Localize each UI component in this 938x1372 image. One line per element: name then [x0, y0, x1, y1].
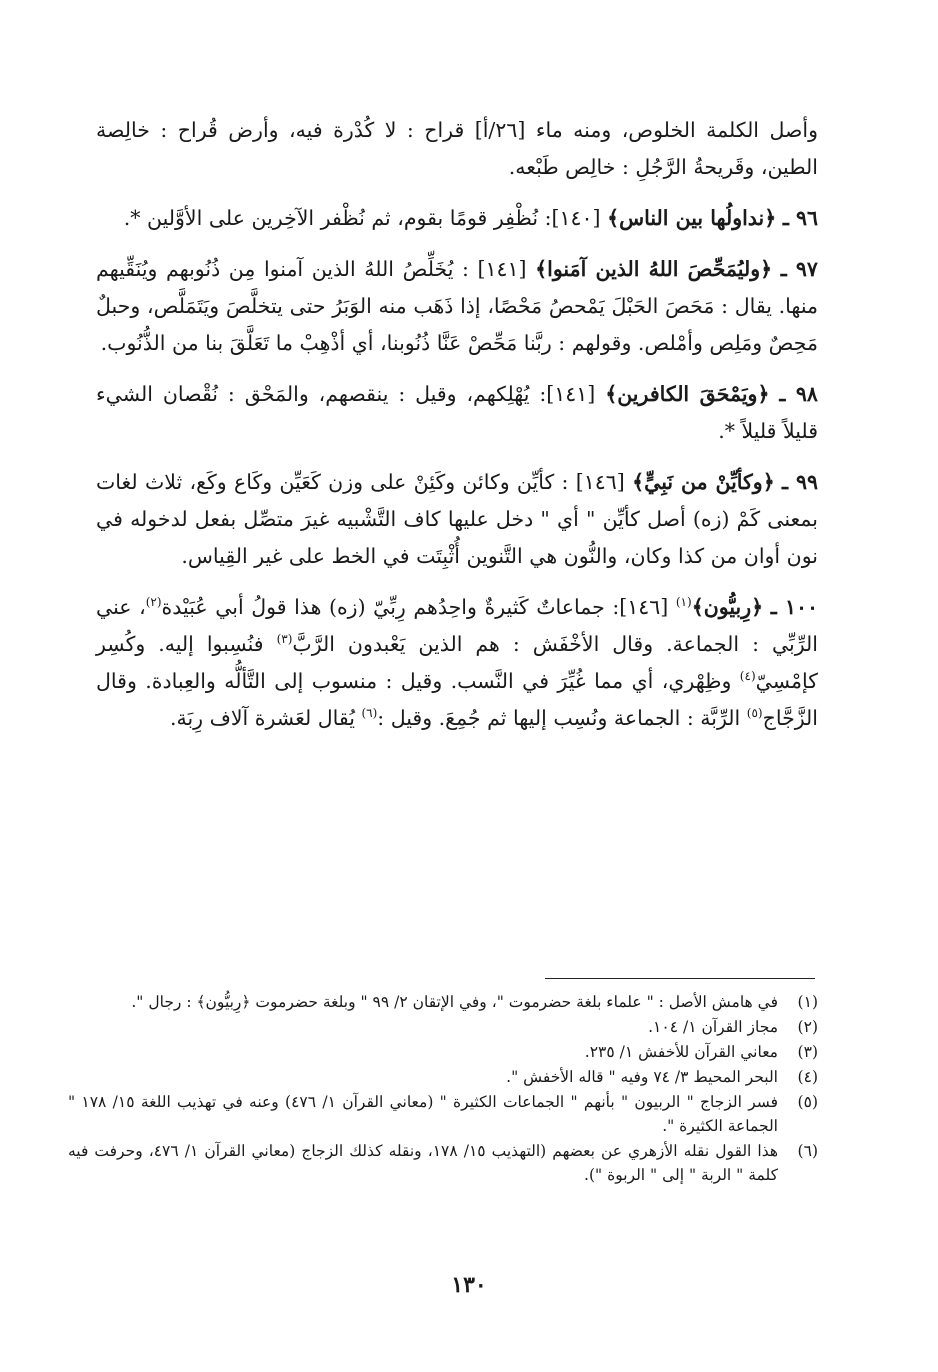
entry-number: ٩٧ ـ: [780, 257, 818, 281]
footnote-number: (٤): [797, 1068, 818, 1086]
entry-text: كأيِّن وكائن وكَئِنْ على وزن كَعَيِّن وكَاع وكَع، ثلاث لغات بمعنى كَمْ (زه) أصل كأيِّن " أي " دخل عليها كاف التَّشْبيه غيرَ متصِّل بفعل لدخوله في نون أوان من كذا وكان، والنُّون هي التَّنوين أُثْبِتَت في الخط على غير القِياس.: [96, 470, 818, 568]
footnote-number: (٣): [797, 1043, 818, 1061]
footnote-2: [68, 1015, 818, 1039]
footnotes: [68, 990, 818, 1188]
entry-heading: ﴿وكأيِّنْ من نَبِيٍّ﴾: [632, 470, 775, 494]
verse-reference: [١٤٠]:: [544, 206, 601, 230]
verse-reference: [١٤١] :: [462, 257, 527, 281]
footnote-marker: (٥): [746, 706, 763, 721]
entry-number: ٩٨ ـ: [779, 382, 818, 406]
verse-reference: [١٤٦] :: [561, 470, 625, 494]
entry-number: ٩٦ ـ: [782, 206, 818, 230]
page-body: [96, 112, 818, 751]
entry-96: [96, 200, 818, 237]
entry-100: [96, 589, 818, 737]
footnote-text: مجاز القرآن ١/ ١٠٤.: [648, 1018, 778, 1036]
entry-text: يُقال لعَشرة آلاف رِبَة.: [169, 706, 362, 730]
footnote-5: [68, 1090, 818, 1138]
entry-number: ١٠٠ ـ: [770, 595, 818, 619]
paragraph-intro: [96, 112, 818, 186]
entry-text: جماعاتٌ كَثيرةٌ واحِدُهم رِبِّيّ (زه) هذا قولُ أبي عُبَيْدة: [161, 595, 605, 619]
footnote-marker: (٢): [145, 595, 162, 610]
entry-98: [96, 376, 818, 450]
entry-text: نُظْفِر قومًا بقوم، ثم نُظْفر الآخِرين على الأوَّلين *.: [123, 206, 539, 230]
entry-heading: ﴿نداولُها بين الناس﴾: [607, 206, 777, 230]
footnote-marker: (١): [675, 595, 692, 610]
footnote-text: هذا القول نقله الأزهري عن بعضهم (التهذيب ١٥/ ١٧٨، ونقله كذلك الزجاج (معاني القرآن ١/ ٤٧٦، وحرفت فيه كلمة " الربة " إلى " الربوة ").: [68, 1142, 779, 1184]
entry-text: فنُسِبوا إليه. وكُسِر كإمْسِيّ: [96, 632, 818, 693]
entry-text: وظِهْري، أي مما غُيِّرَ في النَّسب. وقيل : منسوب إلى التَّألُّه والعِبادة. وقال الزَّجَّاج: [96, 669, 818, 730]
footnote-marker: (٣): [276, 632, 293, 647]
footnote-text: في هامش الأصل : " علماء بلغة حضرموت "، وفي الإتقان ٢/ ٩٩ " وبلغة حضرموت ﴿رِبيُّون﴾ : رجال ".: [131, 993, 778, 1011]
entry-number: ٩٩ ـ: [782, 470, 818, 494]
entry-heading: ﴿ويَمْحَقَ الكافرين﴾: [605, 382, 770, 406]
page-number: ١٣٠: [451, 1272, 487, 1298]
footnote-3: [68, 1040, 818, 1064]
footnote-marker: (٤): [739, 669, 756, 684]
footnote-number: (٢): [797, 1018, 818, 1036]
paragraph-text: وأصل الكلمة الخلوص، ومنه ماء [٢٦/أ] قراح : لا كُدْرة فيه، وأرض قُراح : خالِصة الطين، وقَريحةُ الرَّجُلِ : خالِص طَبْعه.: [96, 118, 818, 179]
footnote-4: [68, 1065, 818, 1089]
footnote-6: [68, 1139, 818, 1187]
entry-text: ، عني الرِّبِّي : الجماعة. وقال الأخْفَش : هم الذين يَعْبدون الرَّبَّ: [96, 595, 819, 656]
entry-97: [96, 251, 818, 362]
entry-text: الرِّبَّة : الجماعة ونُسِب إليها ثم جُمِعَ. وقيل :: [377, 706, 747, 730]
footnote-text: فسر الزجاج " الربيون " بأنهم " الجماعات الكثيرة " (معاني القرآن ١/ ٤٧٦) وعنه في تهذيب اللغة ١٥/ ١٧٨ " الجماعة الكثيرة ".: [68, 1093, 778, 1135]
footnote-number: (١): [797, 993, 818, 1011]
footnote-number: (٥): [797, 1093, 818, 1111]
entry-text: يُخَلِّصُ اللهُ الذين آمنوا مِن ذُنُوبهم ويُنَقِّيهم منها. يقال : مَحَصَ الحَبْلَ يَمْحصُ مَحْصًا، إذا ذَهَب منه الوَبَرُ حتى يتخلَّصَ ويَتَمَلَّص، وحبلٌ مَحِصٌ ومَلِص وأمْلص. وقولهم : ربَّنا مَحِّصْ عَنَّا ذُنُوبنا، أي أذْهِبْ ما تَعَلَّقَ بنا من الذُّنُوب.: [96, 257, 818, 355]
verse-reference: [١٤١]:: [539, 382, 596, 406]
footnote-divider: [545, 978, 815, 979]
verse-reference: [١٤٦]:: [612, 595, 669, 619]
entry-heading: ﴿رِبيُّون﴾: [691, 595, 764, 619]
entry-text: يُهْلِكهم، وقيل : ينقصهم، والمَحْق : نُقْصان الشيء قليلاً قليلاً *.: [96, 382, 818, 443]
footnote-text: معاني القرآن للأخفش ١/ ٢٣٥.: [584, 1043, 778, 1061]
footnote-text: البحر المحيط ٣/ ٧٤ وفيه " قاله الأخفش ".: [506, 1068, 778, 1086]
footnote-number: (٦): [797, 1142, 818, 1160]
footnote-marker: (٦): [361, 706, 378, 721]
entry-99: [96, 464, 818, 575]
entry-heading: ﴿وليُمَحِّصَ اللهُ الذين آمَنوا﴾: [535, 257, 773, 281]
footnote-1: [68, 990, 818, 1014]
